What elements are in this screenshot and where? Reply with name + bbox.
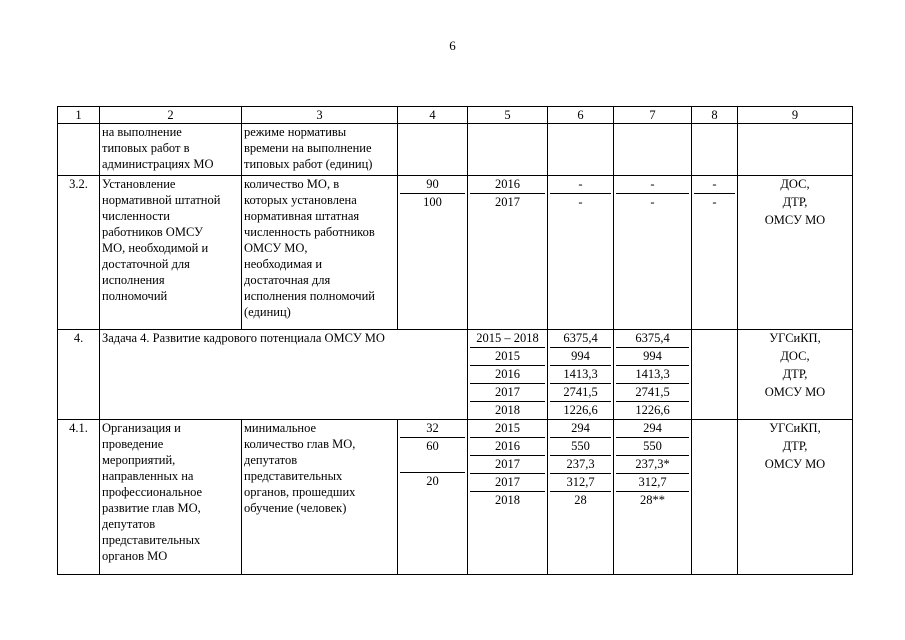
funding-total-cell: [548, 176, 614, 330]
cont-activity-line: на выполнение: [102, 125, 182, 139]
responsible-line: ОМСУ МО: [764, 457, 826, 471]
indicator-line: представительных: [244, 469, 343, 483]
year-cell: [468, 176, 548, 330]
activity-line: Организация и: [102, 421, 181, 435]
indicator-line: исполнения полномочий: [244, 289, 375, 303]
indicator-line: минимальное: [244, 421, 317, 435]
indicator-line: достаточная для: [244, 273, 331, 287]
funding-regional-value: 2741,5: [616, 384, 689, 402]
target-value: 60: [400, 438, 465, 473]
activity-line: работников ОМСУ: [102, 225, 203, 239]
indicator-line: нормативная штатная: [244, 209, 360, 223]
header-row: [58, 107, 853, 124]
responsible-line: ДТР,: [782, 367, 808, 381]
target-value-cell: [398, 420, 468, 575]
indicator-line: которых установлена: [244, 193, 357, 207]
activity-line: проведение: [102, 437, 164, 451]
program-table: [57, 106, 853, 575]
target-value: 90: [400, 176, 465, 194]
continuation-row: [58, 124, 853, 176]
activity-line: МО, необходимой и: [102, 241, 209, 255]
funding-total-value: 1226,6: [563, 403, 598, 417]
cont-activity-line: администрациях МО: [102, 157, 214, 171]
funding-other-cell: [692, 420, 738, 575]
target-value: 20: [426, 474, 439, 488]
year-value: 2018: [495, 493, 520, 507]
funding-regional-cell: [614, 330, 692, 420]
year-value: 2017: [470, 456, 545, 474]
funding-total-value: 6375,4: [550, 330, 611, 348]
task-title-cell: Задача 4. Развитие кадрового потенциала ОМСУ МО: [100, 330, 468, 420]
year-cell: [468, 420, 548, 575]
funding-regional-cell: [614, 420, 692, 575]
activity-line: исполнения: [102, 273, 165, 287]
header-cell-4: 4: [398, 107, 468, 124]
indicator-line: количество глав МО,: [244, 437, 356, 451]
header-cell-6: 6: [548, 107, 614, 124]
indicator-line: количество МО, в: [244, 177, 340, 191]
year-cell: [468, 330, 548, 420]
target-value: 100: [423, 195, 442, 209]
funding-regional-value: 550: [616, 438, 689, 456]
funding-total-value: 237,3: [550, 456, 611, 474]
cont-indicator-cell: [242, 124, 398, 176]
activity-line: достаточной для: [102, 257, 190, 271]
activity-line: направленных на: [102, 469, 194, 483]
indicator-line: обучение (человек): [244, 501, 347, 515]
header-cell-9: 9: [738, 107, 853, 124]
funding-regional-value: 294: [616, 420, 689, 438]
funding-regional-cell: [614, 176, 692, 330]
indicator-line: (единиц): [244, 305, 291, 319]
funding-regional-value: 28**: [640, 493, 665, 507]
header-cell-2: 2: [100, 107, 242, 124]
row-4-1: [58, 420, 853, 575]
year-value: 2016: [470, 438, 545, 456]
funding-total-cell: [548, 330, 614, 420]
cont-empty-cell: [738, 124, 853, 176]
year-value: 2017: [495, 195, 520, 209]
header-cell-7: 7: [614, 107, 692, 124]
year-value: 2018: [495, 403, 520, 417]
row-number: 4.: [58, 330, 100, 420]
indicator-cell: [242, 176, 398, 330]
funding-regional-value: 237,3*: [616, 456, 689, 474]
activity-line: представительных: [102, 533, 201, 547]
year-value: 2016: [470, 176, 545, 194]
funding-regional-value: 312,7: [616, 474, 689, 492]
funding-total-value: 1413,3: [550, 366, 611, 384]
indicator-line: ОМСУ МО,: [244, 241, 308, 255]
indicator-line: органов, прошедших: [244, 485, 356, 499]
row-number: 4.1.: [58, 420, 100, 575]
responsible-line: УГСиКП,: [769, 421, 821, 435]
activity-line: мероприятий,: [102, 453, 176, 467]
cont-num-cell: [58, 124, 100, 176]
cont-indicator-line: типовых работ (единиц): [244, 157, 373, 171]
funding-total-value: 550: [550, 438, 611, 456]
responsible-line: ДОС,: [780, 349, 810, 363]
funding-regional-value: 1413,3: [616, 366, 689, 384]
year-value: 2017: [470, 474, 545, 492]
header-cell-1: 1: [58, 107, 100, 124]
funding-regional-value: 6375,4: [616, 330, 689, 348]
activity-line: органов МО: [102, 549, 168, 563]
funding-other-cell: [692, 176, 738, 330]
responsible-line: УГСиКП,: [769, 331, 821, 345]
year-value: 2017: [470, 384, 545, 402]
indicator-line: необходимая и: [244, 257, 323, 271]
funding-total-value: -: [550, 176, 611, 194]
responsible-line: ДОС,: [780, 177, 810, 191]
row-4: [58, 330, 853, 420]
cont-empty-cell: [398, 124, 468, 176]
responsible-cell: [738, 420, 853, 575]
cont-empty-cell: [692, 124, 738, 176]
year-value: 2015: [470, 420, 545, 438]
funding-regional-value: 994: [616, 348, 689, 366]
cont-empty-cell: [548, 124, 614, 176]
activity-cell: [100, 420, 242, 575]
funding-regional-value: -: [616, 176, 689, 194]
activity-cell: [100, 176, 242, 330]
header-cell-8: 8: [692, 107, 738, 124]
funding-regional-value: -: [650, 195, 655, 209]
activity-line: полномочий: [102, 289, 168, 303]
responsible-cell: [738, 330, 853, 420]
cont-empty-cell: [614, 124, 692, 176]
activity-line: Установление: [102, 177, 176, 191]
responsible-line: ОМСУ МО: [764, 213, 826, 227]
header-cell-5: 5: [468, 107, 548, 124]
activity-line: численности: [102, 209, 170, 223]
indicator-line: численность работников: [244, 225, 375, 239]
funding-other-value: -: [712, 195, 717, 209]
responsible-line: ДТР,: [782, 195, 808, 209]
activity-line: депутатов: [102, 517, 156, 531]
activity-line: профессиональное: [102, 485, 203, 499]
year-value: 2016: [470, 366, 545, 384]
funding-total-value: 994: [550, 348, 611, 366]
funding-total-value: 2741,5: [550, 384, 611, 402]
funding-total-value: 28: [574, 493, 587, 507]
page-number: 6: [449, 38, 456, 53]
row-number: 3.2.: [58, 176, 100, 330]
funding-total-cell: [548, 420, 614, 575]
funding-other-value: -: [694, 176, 735, 194]
year-value: 2015 – 2018: [470, 330, 545, 348]
funding-total-value: -: [578, 195, 583, 209]
funding-other-cell: [692, 330, 738, 420]
cont-indicator-line: времени на выполнение: [244, 141, 372, 155]
indicator-line: депутатов: [244, 453, 298, 467]
activity-line: нормативной штатной: [102, 193, 221, 207]
responsible-line: ОМСУ МО: [764, 385, 826, 399]
cont-activity-cell: [100, 124, 242, 176]
responsible-line: ДТР,: [782, 439, 808, 453]
funding-total-value: 294: [550, 420, 611, 438]
funding-total-value: 312,7: [550, 474, 611, 492]
target-value-cell: [398, 176, 468, 330]
responsible-cell: [738, 176, 853, 330]
year-value: 2015: [470, 348, 545, 366]
target-value: 32: [400, 420, 465, 438]
indicator-cell: [242, 420, 398, 575]
header-cell-3: 3: [242, 107, 398, 124]
funding-regional-value: 1226,6: [635, 403, 670, 417]
cont-indicator-line: режиме нормативы: [244, 125, 347, 139]
cont-empty-cell: [468, 124, 548, 176]
activity-line: развитие глав МО,: [102, 501, 201, 515]
row-3-2: [58, 176, 853, 330]
cont-activity-line: типовых работ в: [102, 141, 190, 155]
